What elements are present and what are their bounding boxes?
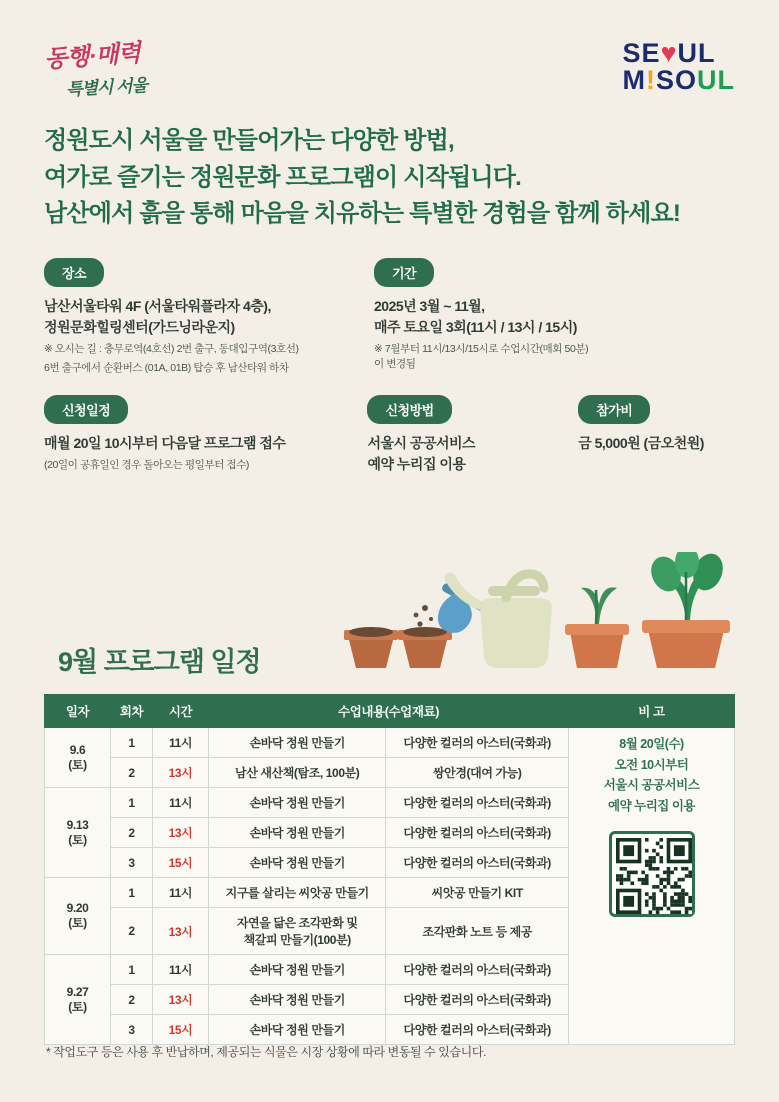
cell-content: 손바닥 정원 만들기 — [209, 1015, 386, 1045]
cell-time: 15시 — [153, 1015, 209, 1045]
info-fee — [578, 395, 735, 475]
schedule-table-body — [45, 728, 735, 1045]
poster-header — [0, 0, 779, 120]
cell-material: 씨앗공 만들기 KIT — [386, 878, 569, 908]
info-apply-method — [367, 395, 578, 475]
gardening-illustration — [330, 552, 750, 672]
cell-time: 13시 — [153, 818, 209, 848]
fee-label: 참가비 — [578, 395, 650, 424]
cell-time: 13시 — [153, 985, 209, 1015]
apply-schedule-label: 신청일정 — [44, 395, 128, 424]
place-line-2: 정원문화힐링센터(가드닝라운지) — [44, 319, 235, 336]
cell-content: 남산 새산책(탐조, 100분) — [209, 758, 386, 788]
date-weekday: (토) — [68, 916, 87, 930]
cell-date — [45, 728, 111, 788]
title-line-2: 여가로 즐기는 정원문화 프로그램이 시작됩니다. — [44, 163, 522, 191]
title-line-3: 남산에서 흙을 통해 마음을 치유하는 특별한 경험을 함께 하세요! — [44, 200, 681, 228]
logo-line-2 — [622, 67, 735, 94]
cell-date — [45, 955, 111, 1045]
schedule-table-head — [45, 695, 735, 728]
cell-date — [45, 878, 111, 955]
cell-time: 15시 — [153, 848, 209, 878]
place-sub-1: ※ 오시는 길 : 충무로역(4호선) 2번 출구, 동대입구역(3호선) — [44, 343, 299, 356]
period-body — [374, 296, 589, 372]
th-session: 회차 — [111, 695, 153, 728]
cell-time: 13시 — [153, 758, 209, 788]
date-primary: 9.27 — [66, 984, 89, 999]
schedule-heading: 9월 프로그램 일정 — [58, 647, 261, 677]
date-primary: 9.6 — [69, 742, 86, 757]
cell-session: 1 — [111, 955, 153, 985]
qr-code-svg — [616, 838, 692, 914]
cell-note — [569, 728, 735, 1045]
slogan-line-2: 특별시 서울 — [65, 75, 148, 100]
cell-material: 쌍안경(대여 가능) — [386, 758, 569, 788]
note-line-1: 8월 20일(수) — [619, 737, 684, 751]
qr-code[interactable] — [609, 831, 695, 917]
logo-line-1 — [622, 40, 735, 67]
fee-line-1: 금 5,000원 (금오천원) — [578, 434, 704, 451]
logo-so: SO — [655, 65, 697, 95]
cell-content: 손바닥 정원 만들기 — [209, 728, 386, 758]
cell-content: 지구를 살리는 씨앗공 만들기 — [209, 878, 386, 908]
cell-session: 3 — [111, 1015, 153, 1045]
info-period — [374, 258, 589, 376]
cell-session: 2 — [111, 985, 153, 1015]
cell-content: 자연을 닮은 조각판화 및 책갈피 만들기(100분) — [209, 908, 386, 955]
period-sub-1: ※ 7월부터 11시/13시/15시로 수업시간(매회 50분)이 변경됨 — [374, 343, 589, 371]
info-apply-schedule — [44, 395, 367, 475]
cell-session: 1 — [111, 788, 153, 818]
place-sub-2: 6번 출구에서 순환버스 (01A, 01B) 탑승 후 남산타워 하차 — [44, 362, 289, 375]
apply-schedule-line-1: 매월 20일 10시부터 다음달 프로그램 접수 — [44, 434, 286, 451]
schedule-table — [44, 694, 735, 1045]
pot-small-2 — [402, 636, 448, 668]
poster-title — [0, 120, 779, 230]
cell-time: 13시 — [153, 908, 209, 955]
cell-material: 조각판화 노트 등 제공 — [386, 908, 569, 955]
cell-session: 1 — [111, 878, 153, 908]
th-date: 일자 — [45, 695, 111, 728]
cell-session: 2 — [111, 818, 153, 848]
cell-content: 손바닥 정원 만들기 — [209, 848, 386, 878]
date-weekday: (토) — [68, 999, 87, 1014]
apply-method-line-1: 서울시 공공서비스 — [367, 434, 476, 451]
info-section — [0, 236, 779, 474]
footnote: * 작업도구 등은 사용 후 반납하며, 제공되는 식물은 시장 상황에 따라 변동될 수 있습니다. — [46, 1045, 487, 1059]
apply-method-body — [367, 433, 578, 475]
fee-body — [578, 433, 735, 454]
plant-pot-medium — [565, 587, 629, 668]
th-content: 수업내용(수업재료) — [209, 695, 569, 728]
cell-material: 다양한 컬러의 아스터(국화과) — [386, 818, 569, 848]
cell-material: 다양한 컬러의 아스터(국화과) — [386, 985, 569, 1015]
cell-material: 다양한 컬러의 아스터(국화과) — [386, 848, 569, 878]
note-line-4: 예약 누리집 이용 — [608, 798, 695, 813]
period-line-1: 2025년 3월 ~ 11월, — [374, 298, 485, 315]
apply-method-line-2: 예약 누리집 이용 — [367, 455, 466, 472]
cell-date — [45, 788, 111, 878]
pot-small-1 — [348, 636, 394, 668]
apply-schedule-sub-1: (20일이 공휴일인 경우 돌아오는 평일부터 접수) — [44, 458, 250, 471]
cell-time: 11시 — [153, 955, 209, 985]
exclamation-icon: ! — [645, 65, 656, 95]
heart-icon: ♥ — [660, 38, 678, 68]
cell-time: 11시 — [153, 728, 209, 758]
cell-material: 다양한 컬러의 아스터(국화과) — [386, 728, 569, 758]
cell-material: 다양한 컬러의 아스터(국화과) — [386, 955, 569, 985]
period-label: 기간 — [374, 258, 434, 287]
logo-ul: UL — [677, 38, 716, 68]
apply-method-label: 신청방법 — [367, 395, 451, 424]
date-weekday: (토) — [68, 757, 87, 772]
illustration-svg — [330, 552, 750, 672]
info-row-1 — [44, 258, 735, 376]
cell-content: 손바닥 정원 만들기 — [209, 955, 386, 985]
cell-session: 1 — [111, 728, 153, 758]
apply-schedule-body — [44, 433, 367, 473]
cell-content: 손바닥 정원 만들기 — [209, 788, 386, 818]
table-header-row — [45, 695, 735, 728]
cell-material: 다양한 컬러의 아스터(국화과) — [386, 1015, 569, 1045]
cell-material: 다양한 컬러의 아스터(국화과) — [386, 788, 569, 818]
date-primary: 9.20 — [66, 901, 89, 915]
seoul-my-soul-logo — [622, 40, 735, 94]
schedule-table-wrap — [44, 694, 735, 1045]
th-note: 비 고 — [569, 695, 735, 728]
seoul-slogan-logo — [44, 36, 224, 98]
plant-pot-large — [642, 552, 730, 668]
place-line-1: 남산서울타워 4F (서울타워플라자 4층), — [44, 298, 271, 315]
period-line-2: 매주 토요일 3회(11시 / 13시 / 15시) — [374, 319, 577, 336]
title-line-1: 정원도시 서울을 만들어가는 다양한 방법, — [44, 127, 454, 154]
cell-time: 11시 — [153, 788, 209, 818]
slogan-line-1: 동행·매력 — [43, 39, 141, 74]
cell-session: 2 — [111, 758, 153, 788]
date-primary: 9.13 — [66, 817, 89, 832]
info-place — [44, 258, 374, 376]
cell-content: 손바닥 정원 만들기 — [209, 818, 386, 848]
cell-content: 손바닥 정원 만들기 — [209, 985, 386, 1015]
cell-session: 2 — [111, 908, 153, 955]
place-label: 장소 — [44, 258, 104, 287]
cell-time: 11시 — [153, 878, 209, 908]
place-body — [44, 296, 374, 376]
date-weekday: (토) — [68, 832, 87, 847]
logo-m: M — [622, 65, 646, 95]
note-line-2: 오전 10시부터 — [614, 757, 689, 772]
cell-session: 3 — [111, 848, 153, 878]
th-time: 시간 — [153, 695, 209, 728]
info-row-2 — [44, 395, 735, 475]
note-line-3: 서울시 공공서비스 — [603, 778, 700, 793]
logo-se: SE — [622, 38, 661, 68]
note-text — [571, 734, 732, 817]
table-row — [45, 728, 735, 758]
logo-ul2: UL — [697, 65, 735, 95]
